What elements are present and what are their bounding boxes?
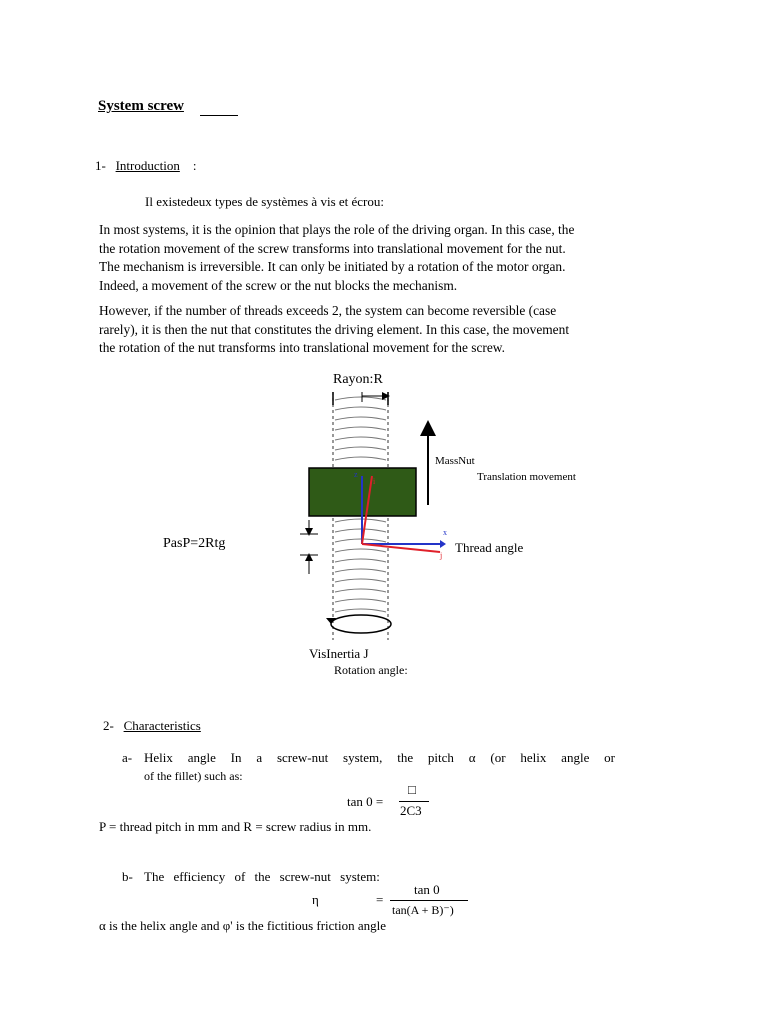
axis-x-label: x	[443, 528, 447, 537]
formula2-eta: η	[312, 892, 319, 907]
j-axis	[362, 544, 440, 552]
inertia-label: VisInertia J	[309, 646, 369, 661]
item-a-text: Helix angle In a screw-nut system, the pitch α (or helix angle or	[144, 750, 615, 765]
angle-note: α is the helix angle and φ' is the fictitious friction angle	[99, 918, 387, 933]
radius-label: Rayon:R	[333, 372, 383, 387]
text-line: the rotation of the nut transforms into translational movement for the screw.	[99, 340, 505, 355]
section-number: 2-	[103, 718, 114, 733]
text-line: In most systems, it is the opinion that plays the role of the driving organ. In this case, the	[99, 222, 575, 237]
axis-z-label: z	[354, 470, 358, 479]
text-line: Indeed, a movement of the screw or the nut blocks the mechanism.	[99, 277, 458, 293]
screw-threads-lower	[335, 519, 386, 612]
formula1-denominator: 2C3	[400, 803, 422, 818]
formula1-left: tan 0 =	[347, 794, 384, 809]
pitch-note: P = thread pitch in mm and R = screw radius in mm.	[99, 819, 372, 834]
screw-threads-upper	[335, 397, 386, 460]
formula2-numerator: tan 0	[414, 882, 440, 897]
section-label: Characteristics	[123, 718, 201, 733]
item-a-continuation: of the fillet) such as:	[144, 769, 243, 783]
intro-lead: Il existedeux types de systèmes à vis et écrou:	[145, 194, 384, 209]
rotation-ellipse	[331, 615, 391, 633]
formula2-equals: =	[376, 892, 384, 907]
thread-angle-label: Thread angle	[455, 540, 524, 555]
mass-label: MassNut	[435, 455, 475, 467]
section-2-heading	[103, 718, 201, 734]
text-line: However, if the number of threads exceeds 2, the system can become reversible (case	[99, 303, 557, 318]
text-line: rarely), it is then the nut that constitutes the driving element. In this case, the movement	[99, 321, 570, 337]
translation-label: Translation movement	[477, 471, 576, 483]
axis-j-label: j	[440, 551, 443, 560]
section-colon: :	[192, 158, 197, 173]
formula1-numerator: □	[408, 782, 416, 797]
rotation-label: Rotation angle:	[334, 663, 408, 677]
axis-i-label: i	[373, 477, 376, 486]
formula2-fraction-bar	[390, 900, 468, 901]
item-b-letter: b-	[122, 869, 133, 884]
formula2-denominator: tan(A + B)⁻)	[392, 903, 454, 917]
text-line: The mechanism is irreversible. It can only be initiated by a rotation of the motor organ.	[99, 259, 566, 274]
pitch-label: PasP=2Rtg	[163, 536, 226, 551]
item-b-text: The efficiency of the screw-nut system:	[144, 869, 380, 884]
formula1-fraction-bar	[399, 801, 429, 802]
page-title: System screw	[98, 98, 184, 114]
section-label: Introduction	[115, 158, 180, 173]
text-line: the rotation movement of the screw transforms into translational movement for the nut.	[99, 240, 566, 256]
item-a-letter: a-	[122, 750, 133, 765]
section-number: 1-	[95, 158, 106, 173]
